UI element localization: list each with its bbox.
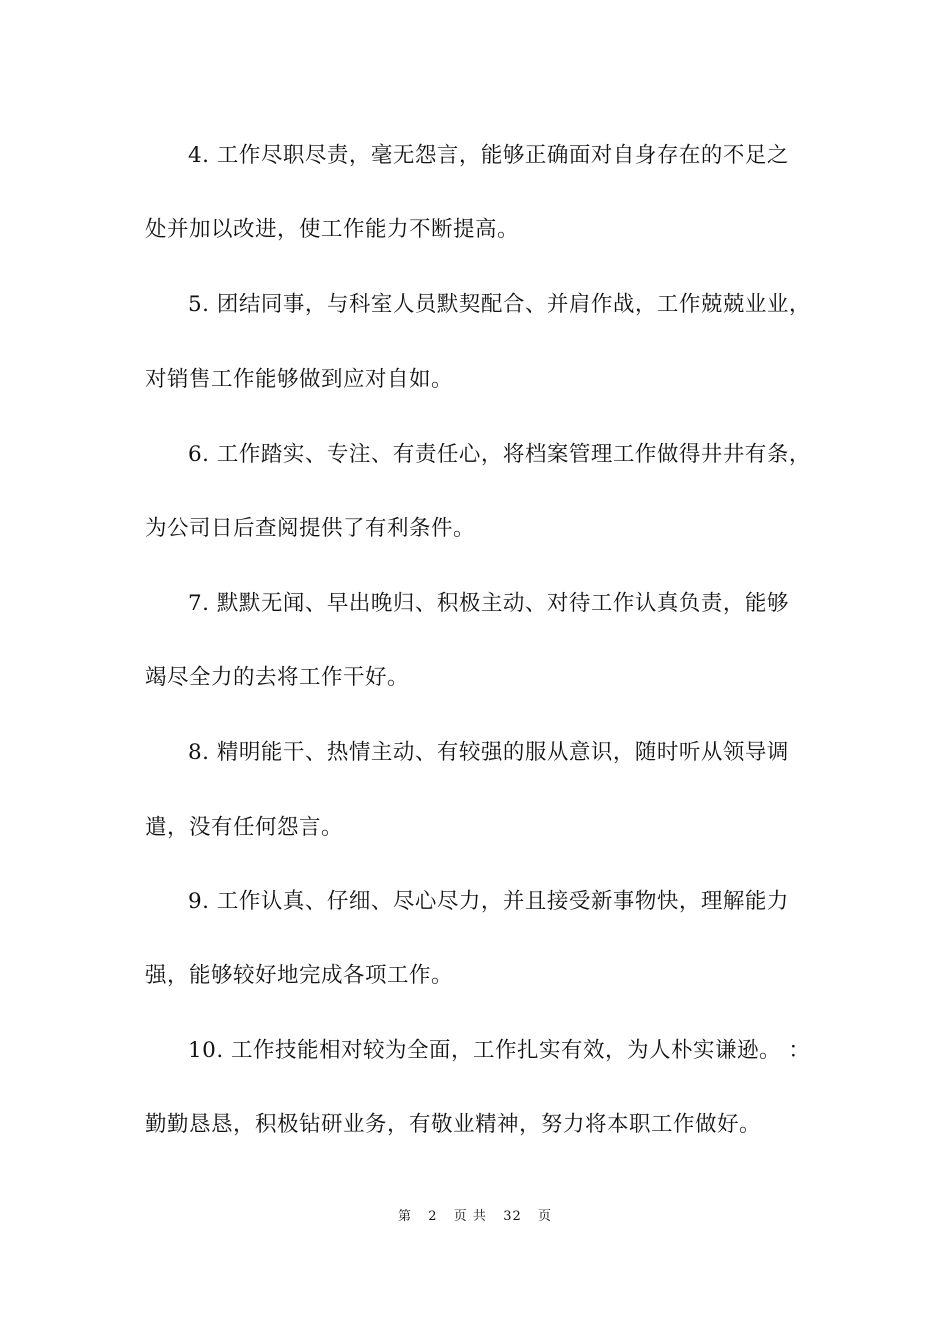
paragraph-8-line-1: 8. 精明能干、热情主动、有较强的服从意识，随时听从领导调 — [188, 740, 789, 765]
footer-middle: 页 共 — [453, 1209, 487, 1224]
paragraph-9-line-2: 强，能够较好地完成各项工作。 — [145, 963, 454, 988]
paragraph-10-line-2: 勤勤恳恳，积极钻研业务，有敬业精神，努力将本职工作做好。 — [145, 1112, 762, 1137]
paragraph-5-line-1: 5. 团结同事，与科室人员默契配合、并肩作战，工作兢兢业业， — [188, 292, 811, 317]
paragraph-6-line-1: 6. 工作踏实、专注、有责任心，将档案管理工作做得井井有条， — [188, 442, 811, 467]
paragraph-7-line-1: 7. 默默无闻、早出晚归、积极主动、对待工作认真负责，能够 — [188, 591, 789, 616]
paragraph-10-line-1: 10. 工作技能相对较为全面，工作扎实有效，为人朴实谦逊。 ： — [188, 1038, 811, 1063]
footer-prefix: 第 — [397, 1209, 412, 1224]
page-footer — [0, 1208, 950, 1226]
paragraph-4-line-2: 处并加以改进，使工作能力不断提高。 — [145, 217, 520, 242]
paragraph-4-line-1: 4. 工作尽职尽责，毫无怨言，能够正确面对自身存在的不足之 — [188, 143, 789, 168]
footer-total-pages: 32 — [503, 1209, 522, 1224]
footer-current-page: 2 — [428, 1209, 438, 1224]
footer-suffix: 页 — [538, 1209, 553, 1224]
paragraph-6-line-2: 为公司日后查阅提供了有利条件。 — [145, 516, 476, 541]
paragraph-7-line-2: 竭尽全力的去将工作干好。 — [145, 665, 410, 690]
paragraph-5-line-2: 对销售工作能够做到应对自如。 — [145, 367, 454, 392]
paragraph-8-line-2: 遣，没有任何怨言。 — [145, 815, 344, 840]
paragraph-9-line-1: 9. 工作认真、仔细、尽心尽力，并且接受新事物快，理解能力 — [188, 889, 789, 914]
